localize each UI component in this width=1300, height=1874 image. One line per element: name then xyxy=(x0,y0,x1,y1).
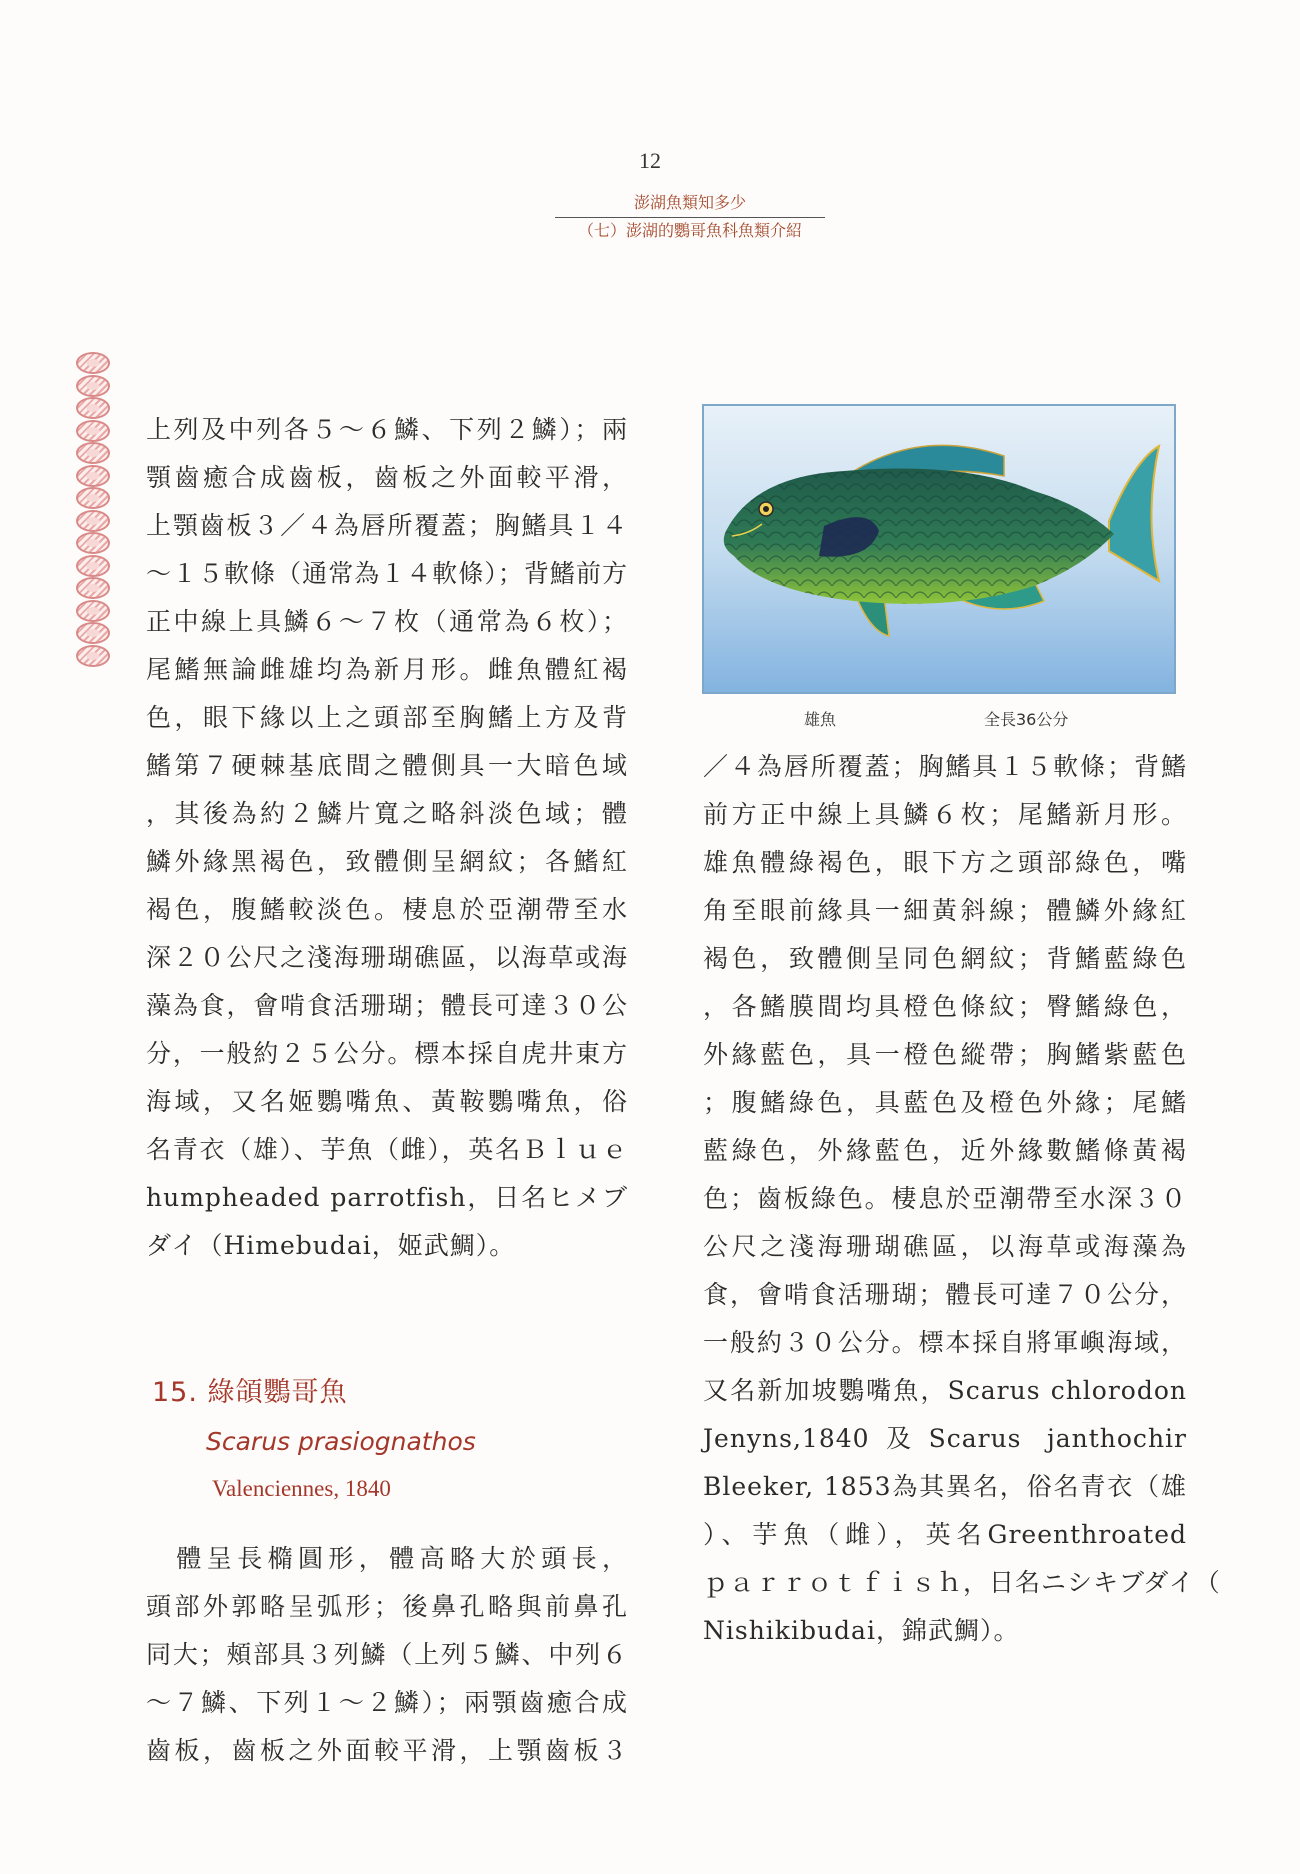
page-number: 12 xyxy=(639,148,661,173)
scale-ornament xyxy=(76,645,110,667)
scale-ornament xyxy=(76,487,110,509)
text-line: 前方正中線上具鱗６枚；尾鰭新月形。 xyxy=(703,800,1187,829)
chapter-title: （七）澎湖的鸚哥魚科魚類介紹 xyxy=(577,221,802,240)
scale-ornament xyxy=(76,465,110,487)
text-line: 角至眼前緣具一細黃斜線；體鱗外緣紅 xyxy=(703,896,1187,925)
scale-ornament xyxy=(76,352,110,374)
species-description xyxy=(146,1535,628,1775)
text-line: 藍綠色，外緣藍色，近外緣數鰭條黃褐 xyxy=(703,1136,1187,1165)
species-section-heading xyxy=(152,1368,632,1512)
photo-caption xyxy=(702,707,1176,735)
text-line: 上列及中列各５～６鱗、下列２鱗）；兩 xyxy=(146,415,628,444)
text-line: 外緣藍色，具一橙色縱帶；胸鰭紫藍色 xyxy=(703,1040,1187,1069)
text-line: Jenyns,1840及Scarus janthochir xyxy=(703,1424,1187,1453)
text-line: 海域，又名姬鸚嘴魚、黃鞍鸚嘴魚，俗 xyxy=(146,1087,628,1116)
species-latin-name: Scarus prasiognathos xyxy=(206,1427,476,1456)
species-title: 15. 綠頜鸚哥魚 xyxy=(152,1377,348,1408)
left-text-column xyxy=(146,406,628,1270)
scale-ornament xyxy=(76,375,110,397)
parrotfish-illustration xyxy=(704,406,1174,692)
fish-photo xyxy=(702,404,1176,694)
scale-ornament xyxy=(76,622,110,644)
text-line: ～１５軟條（通常為１４軟條）；背鰭前方 xyxy=(146,559,628,588)
caption-length: 全長36公分 xyxy=(984,710,1069,729)
text-line: 色，眼下緣以上之頭部至胸鰭上方及背 xyxy=(146,703,628,732)
decorative-scale-border xyxy=(76,352,112,667)
text-line: 公尺之淺海珊瑚礁區，以海草或海藻為 xyxy=(703,1232,1187,1261)
text-line: ）、芋魚（雌），英名Greenthroated xyxy=(703,1520,1187,1549)
scale-ornament xyxy=(76,397,110,419)
text-line: 同大；頰部具３列鱗（上列５鱗、中列６ xyxy=(146,1640,628,1669)
text-line: Nishikibudai，錦武鯛）。 xyxy=(703,1616,1020,1645)
text-line: ダイ（Himebudai，姬武鯛）。 xyxy=(146,1231,516,1260)
text-line: 藻為食，會啃食活珊瑚；體長可達３０公 xyxy=(146,991,628,1020)
text-line: 體呈長橢圓形，體高略大於頭長， xyxy=(146,1544,628,1573)
text-line: 又名新加坡鸚嘴魚，Scarus chlorodon xyxy=(703,1376,1187,1405)
right-text-column xyxy=(703,743,1221,1655)
tail-fin xyxy=(1109,446,1159,581)
text-line: ／４為唇所覆蓋；胸鰭具１５軟條；背鰭 xyxy=(703,752,1187,781)
text-line: 名青衣（雄）、芋魚（雌），英名Ｂｌｕｅ xyxy=(146,1135,628,1164)
scale-ornament xyxy=(76,442,110,464)
scale-ornament xyxy=(76,555,110,577)
text-line: 齒板，齒板之外面較平滑，上顎齒板３ xyxy=(146,1736,628,1765)
text-line: ｐａｒｒｏｔｆｉｓｈ，日名ニシキブダイ（ xyxy=(703,1568,1221,1597)
scale-ornament xyxy=(76,420,110,442)
scale-ornament xyxy=(76,600,110,622)
series-title: 澎湖魚類知多少 xyxy=(633,193,746,212)
text-line: ～７鱗、下列１～２鱗）；兩顎齒癒合成 xyxy=(146,1688,628,1717)
text-line: 雄魚體綠褐色，眼下方之頭部綠色，嘴 xyxy=(703,848,1187,877)
text-line: ，各鰭膜間均具橙色條紋；臀鰭綠色， xyxy=(703,992,1187,1021)
text-line: 一般約３０公分。標本採自將軍嶼海域， xyxy=(703,1328,1187,1357)
text-line: 正中線上具鱗６～７枚（通常為６枚）； xyxy=(146,607,628,636)
text-line: 褐色，致體側呈同色網紋；背鰭藍綠色 xyxy=(703,944,1187,973)
running-header xyxy=(555,190,825,243)
scale-ornament xyxy=(76,577,110,599)
text-line: 深２０公尺之淺海珊瑚礁區，以海草或海 xyxy=(146,943,628,972)
text-line: 分，一般約２５公分。標本採自虎井東方 xyxy=(146,1039,628,1068)
species-author: Valenciennes, 1840 xyxy=(212,1476,391,1501)
scale-ornament xyxy=(76,510,110,532)
text-line: 鰭第７硬棘基底間之體側具一大暗色域 xyxy=(146,751,628,780)
text-line: 褐色，腹鰭較淡色。棲息於亞潮帶至水 xyxy=(146,895,628,924)
text-line: 尾鰭無論雌雄均為新月形。雌魚體紅褐 xyxy=(146,655,628,684)
text-line: 頭部外郭略呈弧形；後鼻孔略與前鼻孔 xyxy=(146,1592,628,1621)
caption-sex: 雄魚 xyxy=(804,710,837,729)
text-line: 鱗外緣黑褐色，致體側呈網紋；各鰭紅 xyxy=(146,847,628,876)
text-line: 顎齒癒合成齒板，齒板之外面較平滑， xyxy=(146,463,628,492)
text-line: ；腹鰭綠色，具藍色及橙色外緣；尾鰭 xyxy=(703,1088,1187,1117)
text-line: 食，會啃食活珊瑚；體長可達７０公分， xyxy=(703,1280,1187,1309)
text-line: 上顎齒板３／４為唇所覆蓋；胸鰭具１４ xyxy=(146,511,628,540)
text-line: ，其後為約２鱗片寬之略斜淡色域；體 xyxy=(146,799,628,828)
text-line: 色；齒板綠色。棲息於亞潮帶至水深３０ xyxy=(703,1184,1187,1213)
text-line: humpheaded parrotfish，日名ヒメブ xyxy=(146,1183,628,1212)
scale-ornament xyxy=(76,532,110,554)
text-line: Bleeker, 1853為其異名，俗名青衣（雄 xyxy=(703,1472,1187,1501)
